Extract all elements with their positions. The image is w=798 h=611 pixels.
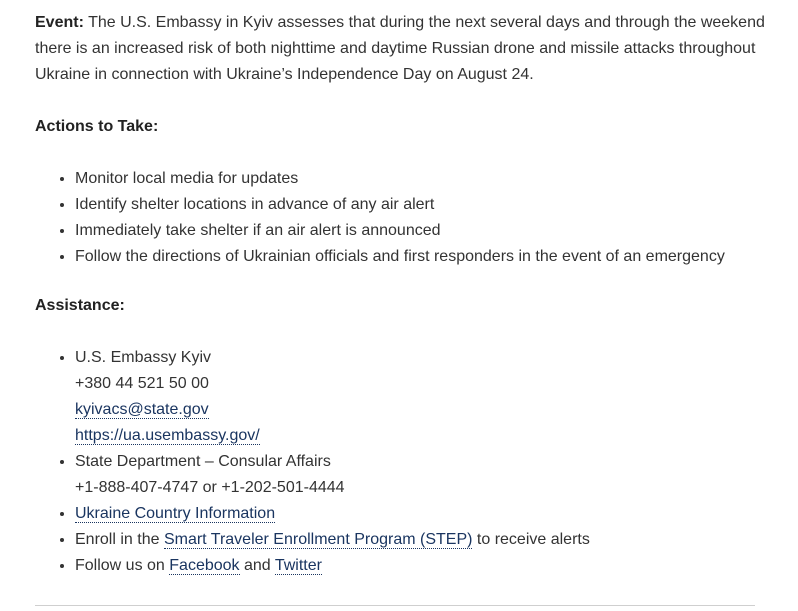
embassy-phone: +380 44 521 50 00 [75, 375, 209, 392]
actions-heading: Actions to Take: [35, 118, 159, 135]
event-paragraph [35, 10, 775, 88]
state-dept-contact-item [75, 449, 775, 501]
embassy-email-link[interactable]: kyivacs@state.gov [75, 401, 209, 418]
embassy-contact-item [75, 345, 775, 449]
step-suffix: to receive alerts [472, 531, 590, 548]
event-label: Event: [35, 14, 84, 31]
action-item: • Follow the directions of Ukrainian officials and first responders in the event of an emergency [75, 244, 775, 270]
embassy-website-link[interactable]: https://ua.usembassy.gov/ [75, 427, 260, 444]
assistance-heading: Assistance: [35, 297, 125, 314]
state-dept-name: • State Department – Consular Affairs [75, 453, 331, 470]
section-divider [35, 605, 755, 606]
embassy-email-line [75, 397, 775, 423]
step-prefix: Enroll in the [75, 531, 164, 548]
country-info-item [75, 501, 775, 527]
action-item: • Identify shelter locations in advance of any air alert [75, 192, 775, 218]
embassy-name: • U.S. Embassy Kyiv [75, 349, 212, 366]
step-item [75, 527, 775, 553]
step-link[interactable]: Smart Traveler Enrollment Program (STEP) [163, 531, 473, 548]
actions-list [35, 166, 775, 270]
assistance-list [35, 345, 775, 579]
follow-and: and [239, 557, 275, 574]
action-item: • Immediately take shelter if an air alert is announced [75, 218, 775, 244]
facebook-link[interactable]: Facebook [169, 557, 240, 574]
follow-item [75, 553, 775, 579]
action-item: • Monitor local media for updates [75, 166, 775, 192]
country-info-link[interactable]: Ukraine Country Information [75, 505, 276, 522]
event-text: The U.S. Embassy in Kyiv assesses that during the next several days and through the weekend there is an increased risk of both nighttime and daytime Russian drone and missile attacks throughout Ukraine in connection with Ukraine’s Independence Day on August 24. [35, 14, 765, 83]
embassy-website-line [75, 423, 775, 449]
twitter-link[interactable]: Twitter [274, 557, 322, 574]
follow-prefix: Follow us on [75, 557, 170, 574]
state-dept-phones: +1-888-407-4747 or +1-202-501-4444 [75, 479, 345, 496]
